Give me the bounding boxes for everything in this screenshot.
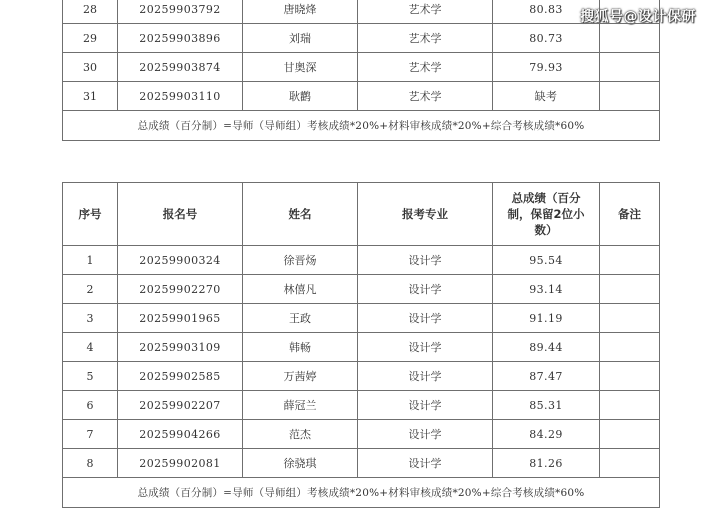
cell-score: 93.14 xyxy=(493,275,600,304)
cell-remark xyxy=(600,0,660,24)
cell-score: 85.31 xyxy=(493,391,600,420)
cell-score: 87.47 xyxy=(493,362,600,391)
cell-id: 20259903792 xyxy=(118,0,243,24)
cell-id: 20259900324 xyxy=(118,246,243,275)
results-table-art-body xyxy=(63,0,660,111)
cell-id: 20259902081 xyxy=(118,449,243,478)
cell-no: 1 xyxy=(63,246,118,275)
formula-row xyxy=(63,478,660,508)
cell-id: 20259903109 xyxy=(118,333,243,362)
cell-major: 设计学 xyxy=(358,420,493,449)
cell-remark xyxy=(600,304,660,333)
cell-name: 林僖凡 xyxy=(243,275,358,304)
header-row xyxy=(63,183,660,246)
cell-name: 万茜婷 xyxy=(243,362,358,391)
table-row xyxy=(63,24,660,53)
cell-no: 8 xyxy=(63,449,118,478)
cell-no: 30 xyxy=(63,53,118,82)
cell-name: 甘奥深 xyxy=(243,53,358,82)
cell-id: 20259903896 xyxy=(118,24,243,53)
cell-remark xyxy=(600,333,660,362)
cell-remark xyxy=(600,420,660,449)
cell-no: 4 xyxy=(63,333,118,362)
cell-id: 20259901965 xyxy=(118,304,243,333)
cell-name: 范杰 xyxy=(243,420,358,449)
cell-remark xyxy=(600,246,660,275)
table-row xyxy=(63,304,660,333)
cell-major: 设计学 xyxy=(358,362,493,391)
cell-name: 薛冠兰 xyxy=(243,391,358,420)
table-row xyxy=(63,391,660,420)
cell-major: 设计学 xyxy=(358,333,493,362)
table-row xyxy=(63,82,660,111)
table-row xyxy=(63,449,660,478)
cell-major: 设计学 xyxy=(358,391,493,420)
cell-score: 缺考 xyxy=(493,82,600,111)
cell-score: 81.26 xyxy=(493,449,600,478)
score-formula-note: 总成绩（百分制）=导师（导师组）考核成绩*20%+材料审核成绩*20%+综合考核成绩*60% xyxy=(63,478,660,508)
cell-no: 5 xyxy=(63,362,118,391)
results-table-art xyxy=(62,0,660,141)
score-formula-note: 总成绩（百分制）=导师（导师组）考核成绩*20%+材料审核成绩*20%+综合考核成绩*60% xyxy=(63,111,660,141)
cell-score: 95.54 xyxy=(493,246,600,275)
header-score: 总成绩（百分制，保留2位小数） xyxy=(493,183,600,246)
cell-major: 艺术学 xyxy=(358,24,493,53)
table-row xyxy=(63,420,660,449)
table-row xyxy=(63,275,660,304)
cell-name: 刘瑞 xyxy=(243,24,358,53)
cell-major: 设计学 xyxy=(358,275,493,304)
header-name: 姓名 xyxy=(243,183,358,246)
cell-name: 韩畅 xyxy=(243,333,358,362)
cell-score: 79.93 xyxy=(493,53,600,82)
cell-score: 84.29 xyxy=(493,420,600,449)
table-row xyxy=(63,362,660,391)
cell-major: 设计学 xyxy=(358,449,493,478)
results-table-design xyxy=(62,182,660,508)
cell-remark xyxy=(600,362,660,391)
cell-score: 80.73 xyxy=(493,24,600,53)
table-row xyxy=(63,53,660,82)
cell-no: 28 xyxy=(63,0,118,24)
cell-major: 艺术学 xyxy=(358,82,493,111)
cell-name: 王政 xyxy=(243,304,358,333)
cell-remark xyxy=(600,449,660,478)
cell-score: 80.83 xyxy=(493,0,600,24)
watermark: 搜狐号@设计保研 xyxy=(580,9,696,25)
cell-major: 设计学 xyxy=(358,304,493,333)
cell-major: 艺术学 xyxy=(358,53,493,82)
header-id: 报名号 xyxy=(118,183,243,246)
cell-id: 20259902270 xyxy=(118,275,243,304)
header-no: 序号 xyxy=(63,183,118,246)
cell-id: 20259904266 xyxy=(118,420,243,449)
header-remark: 备注 xyxy=(600,183,660,246)
table-row xyxy=(63,0,660,24)
cell-remark xyxy=(600,275,660,304)
cell-remark xyxy=(600,53,660,82)
cell-no: 29 xyxy=(63,24,118,53)
cell-no: 7 xyxy=(63,420,118,449)
cell-no: 3 xyxy=(63,304,118,333)
cell-id: 20259902207 xyxy=(118,391,243,420)
cell-name: 徐骁琪 xyxy=(243,449,358,478)
cell-remark xyxy=(600,391,660,420)
cell-remark xyxy=(600,24,660,53)
table-row xyxy=(63,333,660,362)
cell-no: 2 xyxy=(63,275,118,304)
header-major: 报考专业 xyxy=(358,183,493,246)
cell-score: 91.19 xyxy=(493,304,600,333)
cell-remark xyxy=(600,82,660,111)
cell-no: 6 xyxy=(63,391,118,420)
cell-score: 89.44 xyxy=(493,333,600,362)
cell-major: 设计学 xyxy=(358,246,493,275)
results-table-design-body xyxy=(63,246,660,478)
cell-id: 20259902585 xyxy=(118,362,243,391)
table-row xyxy=(63,246,660,275)
cell-id: 20259903874 xyxy=(118,53,243,82)
cell-name: 耿鹳 xyxy=(243,82,358,111)
cell-name: 徐晋炀 xyxy=(243,246,358,275)
cell-no: 31 xyxy=(63,82,118,111)
cell-id: 20259903110 xyxy=(118,82,243,111)
cell-major: 艺术学 xyxy=(358,0,493,24)
cell-name: 唐晓烽 xyxy=(243,0,358,24)
formula-row xyxy=(63,111,660,141)
